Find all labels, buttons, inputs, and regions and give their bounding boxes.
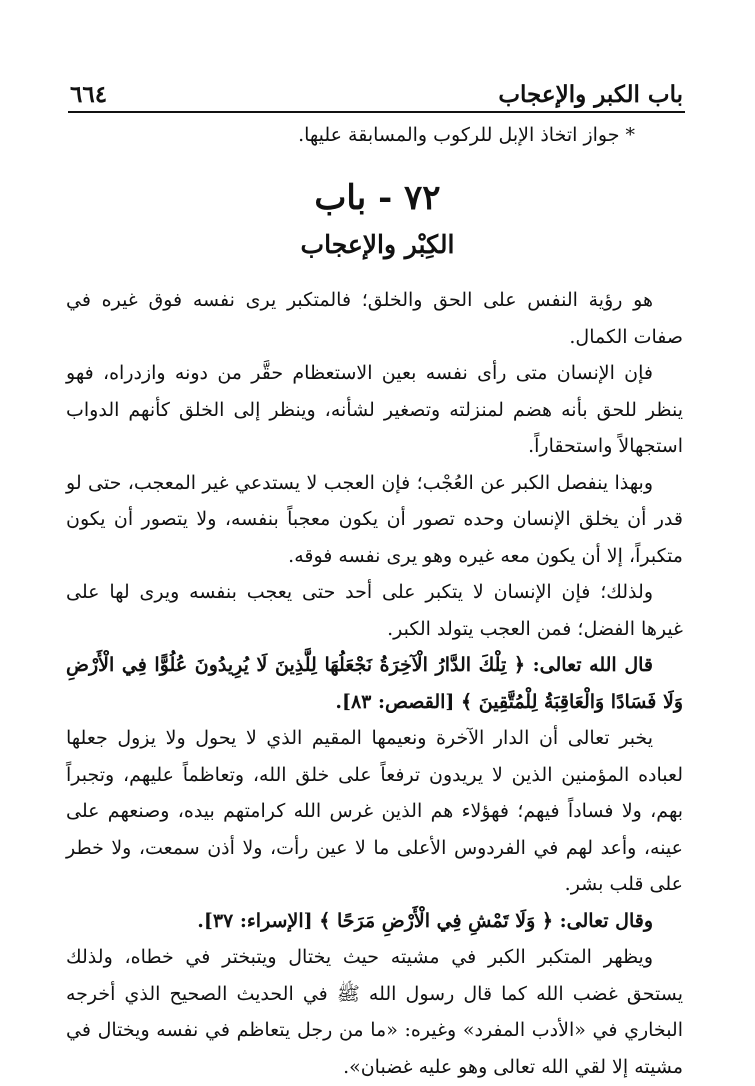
- chapter-title: ٧٢ - باب: [314, 178, 441, 218]
- body-text: [66, 282, 683, 1085]
- paragraph: وبهذا ينفصل الكبر عن العُجْب؛ فإن العجب لا يستدعي غير المعجب، حتى لو قدر أن يخلق الإنسان وحده تصور أن يكون معجباً بنفسه، ولا يتصور أن يكون متكبراً، إلا أن يكون معه غيره وهو يرى نفسه فوقه.: [66, 471, 683, 567]
- page-number: ٦٦٤: [70, 81, 108, 108]
- paragraph: فإن الإنسان متى رأى نفسه بعين الاستعظام حقَّر من دونه وازدراه، فهو ينظر للحق بأنه هضم لمنزلته وتصغير لشأنه، وينظر إلى الخلق كأنهم الدواب استجهالاً واستحقاراً.: [66, 362, 683, 457]
- benefit-note: * جواز اتخاذ الإبل للركوب والمسابقة عليها.: [298, 124, 635, 146]
- paragraph: يخبر تعالى أن الدار الآخرة ونعيمها المقيم الذي لا يحول ولا يزول جعلها لعباده المؤمنين الذين لا يريدون ترفعاً على خلق الله، وتعاظماً عليهم، وتجبراً بهم، ولا فساداً فيهم؛ فهؤلاء هم الذين غرس الله كرامتهم بيده، وصنعهم على عينه، وأعد لهم في الفردوس الأعلى ما لا عين رأت، ولا أذن سمعت، ولا خطر على قلب بشر.: [66, 727, 683, 895]
- paragraph: هو رؤية النفس على الحق والخلق؛ فالمتكبر يرى نفسه فوق غيره في صفات الكمال.: [66, 289, 683, 348]
- header-title: باب الكبر والإعجاب: [498, 81, 683, 108]
- quran-verse-paragraph: وقال تعالى: ﴿ وَلَا تَمْشِ فِي الْأَرْضِ مَرَحًا ﴾ [الإسراء: ٣٧].: [197, 909, 653, 932]
- header-rule: [68, 111, 685, 113]
- chapter-subtitle: الكِبْر والإعجاب: [300, 230, 455, 259]
- paragraph: ولذلك؛ فإن الإنسان لا يتكبر على أحد حتى يعجب بنفسه ويرى لها على غيرها الفضل؛ فمن العجب يتولد الكبر.: [66, 581, 683, 640]
- paragraph: ويظهر المتكبر الكبر في مشيته حيث يختال ويتبختر في خطاه، ولذلك يستحق غضب الله كما قال رسول الله ﷺ في الحديث الصحيح الذي أخرجه البخاري في «الأدب المفرد» وغيره: «ما من رجل يتعاظم في نفسه ويختال في مشيته إلا لقي الله تعالى وهو عليه غضبان».: [66, 946, 683, 1078]
- quran-verse-paragraph: قال الله تعالى: ﴿ تِلْكَ الدَّارُ الْآخِرَةُ نَجْعَلُهَا لِلَّذِينَ لَا يُرِيدُونَ عُلُوًّا فِي الْأَرْضِ وَلَا فَسَادًا وَالْعَاقِبَةُ لِلْمُتَّقِينَ ﴾ [القصص: ٨٣].: [66, 654, 683, 713]
- running-header: [70, 76, 683, 108]
